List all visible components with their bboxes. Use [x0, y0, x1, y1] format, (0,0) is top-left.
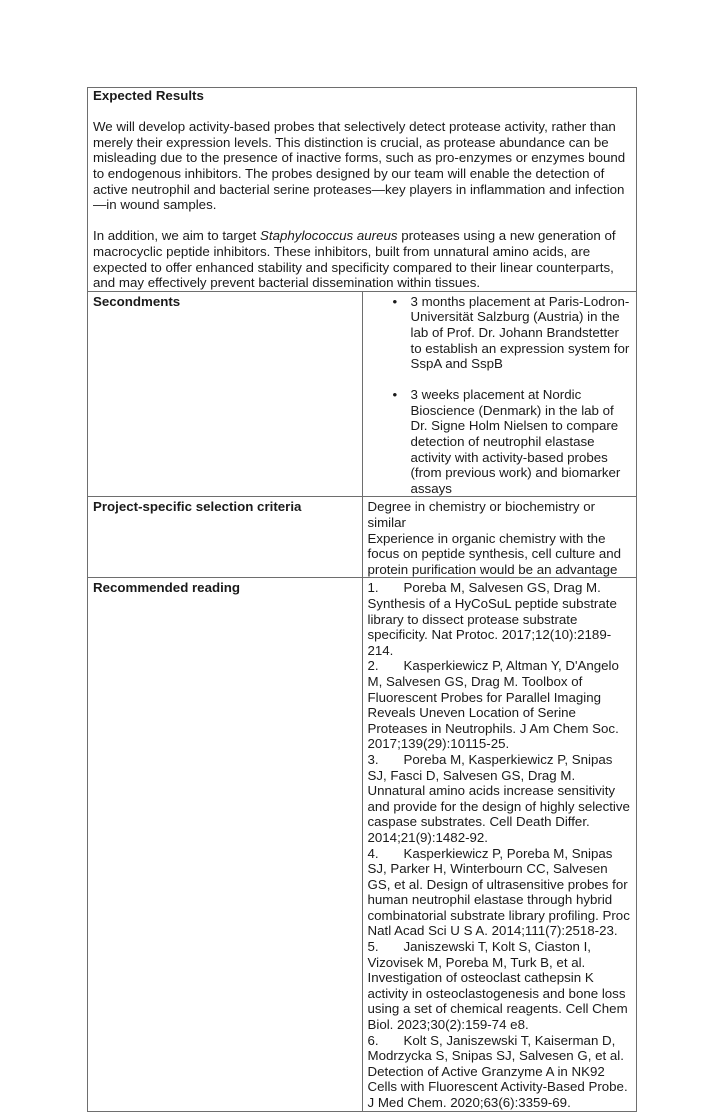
- reference-item: [368, 658, 632, 752]
- reference-item: [368, 846, 632, 940]
- expected-results-heading: Expected Results: [93, 88, 204, 103]
- paragraph-2-suffix: proteases using a new generation of macrocyclic peptide inhibitors. These inhibitors, built from unnatural amino acids, are expected to offer enhanced stability and specificity compared to their linear counterparts, and may effectively prevent bacterial dissemination within tissues.: [93, 228, 616, 291]
- reference-number: 3.: [367, 751, 379, 767]
- expected-results-cell: [88, 88, 637, 292]
- reference-number: 1.: [367, 580, 379, 596]
- secondments-row: [88, 291, 637, 497]
- expected-results-paragraph-2: [93, 228, 631, 290]
- project-table: [87, 87, 637, 1112]
- expected-results-row: [88, 88, 637, 292]
- paragraph-2-prefix: In addition, we aim to target: [93, 228, 261, 244]
- criteria-line: Degree in chemistry or biochemistry or similar: [367, 499, 596, 531]
- reference-item: [368, 939, 632, 1033]
- selection-criteria-label: Project-specific selection criteria: [88, 497, 363, 578]
- reference-number: 5.: [367, 939, 379, 955]
- secondment-text: 3 weeks placement at Nordic Bioscience (Denmark) in the lab of Dr. Signe Holm Nielsen to compare detection of neutrophil elastase activity with activity-based probes (from previous work) and biomarker assays: [410, 387, 621, 496]
- selection-criteria-content: [362, 497, 637, 578]
- criteria-line: Experience in organic chemistry with the focus on peptide synthesis, cell culture and protein purification would be an advantage: [367, 530, 622, 577]
- secondments-label: Secondments: [88, 291, 363, 497]
- recommended-reading-label: Recommended reading: [88, 578, 363, 1111]
- reference-text: Kasperkiewicz P, Poreba M, Snipas SJ, Parker H, Winterbourn CC, Salvesen GS, et al. Design of ultrasensitive probes for human neutrophil elastase through hybrid combinatorial substrate library profiling. Proc Natl Acad Sci U S A. 2014;111(7):2518-23.: [367, 845, 630, 939]
- bullet-icon: •: [392, 387, 398, 403]
- reference-text: Poreba M, Salvesen GS, Drag M. Synthesis of a HyCoSuL peptide substrate library to dissect protease substrate specificity. Nat Protoc. 2017;12(10):2189-214.: [367, 580, 617, 658]
- reference-number: 2.: [367, 658, 379, 674]
- secondment-text: 3 months placement at Paris-Lodron- Universität Salzburg (Austria) in the lab of Prof. Dr. Johann Brandstetter to establish an expression system for SspA and SspB: [410, 293, 630, 372]
- recommended-reading-content: [362, 578, 637, 1111]
- bullet-icon: •: [392, 293, 398, 309]
- reference-number: 6.: [367, 1032, 379, 1048]
- selection-criteria-row: [88, 497, 637, 578]
- reference-text: Poreba M, Kasperkiewicz P, Snipas SJ, Fasci D, Salvesen GS, Drag M. Unnatural amino acids increase sensitivity and provide for the design of highly selective caspase substrates. Cell Death Differ. 2014;21(9):1482-92.: [367, 751, 630, 845]
- secondment-item: [368, 387, 632, 496]
- recommended-reading-row: [88, 578, 637, 1111]
- reference-item: [368, 580, 632, 658]
- reference-item: [368, 752, 632, 846]
- expected-results-paragraph-1: We will develop activity-based probes that selectively detect protease activity, rather than merely their expression levels. This distinction is crucial, as protease abundance can be misleading due to the presence of inactive forms, such as pro-enzymes or enzymes bound to endogenous inhibitors. The probes designed by our team will enable the detection of active neutrophil and bacterial serine proteases—key players in inflammation and infection—in wound samples.: [93, 119, 626, 213]
- reference-text: Kolt S, Janiszewski T, Kaiserman D, Modrzycka S, Snipas SJ, Salvesen G, et al. Detection of Active Granzyme A in NK92 Cells with Fluorescent Activity-Based Probe. J Med Chem. 2020;63(6):3359-69.: [367, 1032, 628, 1110]
- reference-item: [368, 1033, 632, 1111]
- reference-number: 4.: [367, 845, 379, 861]
- species-name: Staphylococcus aureus: [260, 228, 398, 244]
- secondment-item: [368, 294, 632, 372]
- reference-text: Kasperkiewicz P, Altman Y, D'Angelo M, Salvesen GS, Drag M. Toolbox of Fluorescent Probes for Parallel Imaging Reveals Uneven Location of Serine Proteases in Neutrophils. J Am Chem Soc. 2017;139(29):10115-25.: [367, 658, 619, 752]
- secondments-content: [362, 291, 637, 497]
- reference-text: Janiszewski T, Kolt S, Ciaston I, Vizovisek M, Poreba M, Turk B, et al. Investigation of osteoclast cathepsin K activity in osteoclastogenesis and bone loss using a set of chemical reagents. Cell Chem Biol. 2023;30(2):159-74 e8.: [367, 939, 628, 1033]
- secondments-list: [368, 294, 632, 497]
